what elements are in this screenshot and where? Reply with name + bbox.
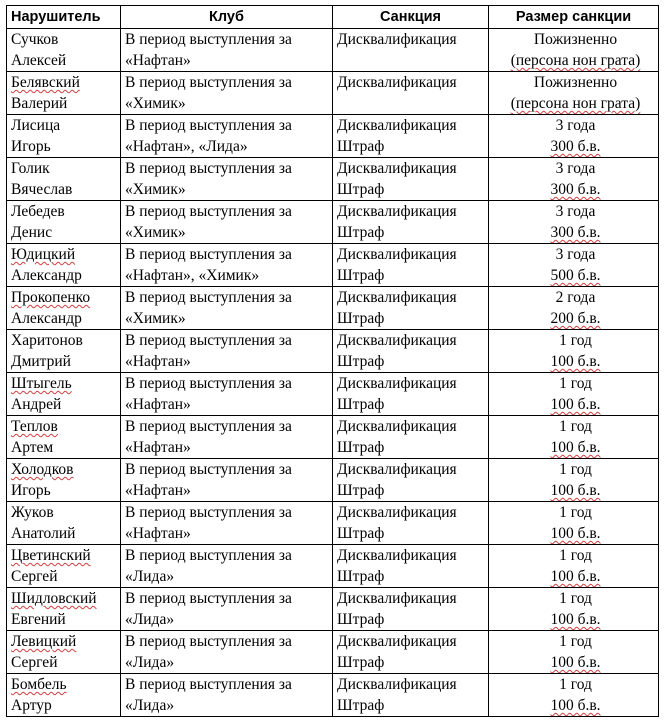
sanction-fine: Штраф — [337, 310, 385, 327]
sanction-fine: Штраф — [337, 697, 385, 714]
sanction-fine: Штраф — [337, 396, 385, 413]
size-amount: 100 б.в. — [550, 482, 601, 499]
violator-firstname: Алексей — [11, 52, 67, 69]
table-row — [7, 502, 659, 545]
sanction-type: Дисквалификация — [337, 160, 457, 177]
sanction-type: Дисквалификация — [337, 289, 457, 306]
club-cell — [121, 201, 333, 244]
size-duration: 3 года — [555, 160, 596, 177]
club-names: «Химик» — [125, 310, 186, 327]
size-amount: 100 б.в. — [550, 697, 601, 714]
sanction-type: Дисквалификация — [337, 375, 457, 392]
club-cell — [121, 373, 333, 416]
violator-cell — [7, 158, 121, 201]
club-names: «Нафтан» — [125, 525, 191, 542]
club-cell — [121, 588, 333, 631]
club-names: «Нафтан», «Химик» — [125, 267, 260, 284]
club-period: В период выступления за — [125, 547, 292, 564]
sanction-type: Дисквалификация — [337, 117, 457, 134]
violator-firstname: Евгений — [11, 611, 66, 628]
club-names: «Химик» — [125, 95, 186, 112]
violator-cell — [7, 201, 121, 244]
sanction-cell — [333, 416, 489, 459]
club-period: В период выступления за — [125, 375, 292, 392]
size-duration: 1 год — [559, 461, 592, 478]
size-amount: 100 б.в. — [550, 654, 601, 671]
club-cell — [121, 545, 333, 588]
violator-cell — [7, 330, 121, 373]
violator-firstname: Александр — [11, 267, 82, 284]
sanction-fine: Штраф — [337, 439, 385, 456]
club-cell — [121, 459, 333, 502]
club-period: В период выступления за — [125, 117, 292, 134]
club-period: В период выступления за — [125, 332, 292, 349]
violator-surname: Шидловский — [11, 590, 97, 607]
club-names: «Нафтан» — [125, 396, 191, 413]
header-size: Размер санкции — [489, 6, 659, 29]
violator-surname: Голик — [11, 160, 50, 177]
violator-surname: Бомбель — [11, 676, 67, 693]
club-period: В период выступления за — [125, 289, 292, 306]
club-cell — [121, 158, 333, 201]
size-duration: 3 года — [555, 117, 596, 134]
header-sanction: Санкция — [333, 6, 489, 29]
size-amount: (персона нон грата) — [510, 95, 641, 112]
club-period: В период выступления за — [125, 203, 292, 220]
violator-surname: Теплов — [11, 418, 58, 435]
sanction-type: Дисквалификация — [337, 547, 457, 564]
sanction-fine: Штраф — [337, 353, 385, 370]
sanction-cell — [333, 373, 489, 416]
violator-cell — [7, 416, 121, 459]
club-names: «Лида» — [125, 568, 175, 585]
sanction-cell — [333, 502, 489, 545]
size-amount: 100 б.в. — [550, 525, 601, 542]
violator-cell — [7, 29, 121, 72]
sanction-fine: Штраф — [337, 224, 385, 241]
sanction-fine: Штраф — [337, 654, 385, 671]
size-cell — [489, 72, 659, 115]
violator-firstname: Артур — [11, 697, 52, 714]
size-amount: 100 б.в. — [550, 568, 601, 585]
sanction-cell — [333, 545, 489, 588]
violator-firstname: Александр — [11, 310, 82, 327]
sanction-cell — [333, 158, 489, 201]
club-period: В период выступления за — [125, 31, 292, 48]
sanction-cell — [333, 674, 489, 717]
table-row — [7, 244, 659, 287]
size-amount: 500 б.в. — [550, 267, 601, 284]
club-period: В период выступления за — [125, 246, 292, 263]
sanction-cell — [333, 244, 489, 287]
violator-surname: Холодков — [11, 461, 74, 478]
table-row — [7, 115, 659, 158]
violator-firstname: Андрей — [11, 396, 62, 413]
table-row — [7, 674, 659, 717]
violator-surname: Левицкий — [11, 633, 77, 650]
size-amount: 100 б.в. — [550, 611, 601, 628]
sanction-type: Дисквалификация — [337, 676, 457, 693]
sanctions-table — [6, 5, 659, 717]
club-period: В период выступления за — [125, 74, 292, 91]
size-duration: Пожизненно — [533, 31, 618, 48]
violator-cell — [7, 115, 121, 158]
sanction-type: Дисквалификация — [337, 461, 457, 478]
sanction-cell — [333, 287, 489, 330]
size-amount: 100 б.в. — [550, 353, 601, 370]
club-period: В период выступления за — [125, 418, 292, 435]
club-names: «Нафтан», «Лида» — [125, 138, 248, 155]
sanction-type: Дисквалификация — [337, 504, 457, 521]
club-names: «Химик» — [125, 224, 186, 241]
size-cell — [489, 330, 659, 373]
sanction-fine: Штраф — [337, 138, 385, 155]
size-duration: 1 год — [559, 633, 592, 650]
club-cell — [121, 674, 333, 717]
violator-surname: Юдицкий — [11, 246, 76, 263]
header-club: Клуб — [121, 6, 333, 29]
club-cell — [121, 502, 333, 545]
table-row — [7, 373, 659, 416]
size-cell — [489, 373, 659, 416]
table-row — [7, 416, 659, 459]
club-cell — [121, 29, 333, 72]
sanction-fine: Штраф — [337, 611, 385, 628]
sanction-cell — [333, 72, 489, 115]
table-row — [7, 545, 659, 588]
club-names: «Химик» — [125, 181, 186, 198]
club-period: В период выступления за — [125, 590, 292, 607]
violator-surname: Харитонов — [11, 332, 83, 349]
club-cell — [121, 287, 333, 330]
table-row — [7, 330, 659, 373]
size-duration: 1 год — [559, 504, 592, 521]
sanction-fine: Штраф — [337, 181, 385, 198]
table-row — [7, 631, 659, 674]
size-amount: (персона нон грата) — [510, 52, 641, 69]
sanction-fine: Штраф — [337, 482, 385, 499]
size-amount: 100 б.в. — [550, 396, 601, 413]
violator-firstname: Дмитрий — [11, 353, 71, 370]
sanction-fine: Штраф — [337, 568, 385, 585]
club-cell — [121, 631, 333, 674]
size-duration: 1 год — [559, 676, 592, 693]
violator-surname: Лебедев — [11, 203, 65, 220]
club-period: В период выступления за — [125, 461, 292, 478]
size-amount: 300 б.в. — [550, 181, 601, 198]
size-duration: 1 год — [559, 547, 592, 564]
size-duration: 1 год — [559, 332, 592, 349]
table-row — [7, 588, 659, 631]
violator-surname: Прокопенко — [11, 289, 91, 306]
violator-surname: Белявский — [11, 74, 80, 91]
size-cell — [489, 674, 659, 717]
violator-firstname: Игорь — [11, 138, 51, 155]
club-names: «Нафтан» — [125, 439, 191, 456]
sanction-cell — [333, 631, 489, 674]
size-duration: Пожизненно — [533, 74, 618, 91]
violator-firstname: Сергей — [11, 654, 58, 671]
size-cell — [489, 158, 659, 201]
size-duration: 1 год — [559, 590, 592, 607]
sanction-fine: Штраф — [337, 267, 385, 284]
violator-cell — [7, 459, 121, 502]
sanction-type: Дисквалификация — [337, 418, 457, 435]
size-amount: 100 б.в. — [550, 439, 601, 456]
violator-cell — [7, 502, 121, 545]
violator-cell — [7, 588, 121, 631]
club-period: В период выступления за — [125, 633, 292, 650]
club-period: В период выступления за — [125, 676, 292, 693]
club-cell — [121, 72, 333, 115]
size-duration: 1 год — [559, 418, 592, 435]
size-cell — [489, 287, 659, 330]
table-row — [7, 72, 659, 115]
club-names: «Лида» — [125, 697, 175, 714]
violator-firstname: Вячеслав — [11, 181, 73, 198]
club-names: «Нафтан» — [125, 353, 191, 370]
club-names: «Нафтан» — [125, 52, 191, 69]
size-duration: 2 года — [555, 289, 596, 306]
violator-firstname: Артем — [11, 439, 54, 456]
club-names: «Лида» — [125, 611, 175, 628]
club-cell — [121, 416, 333, 459]
size-duration: 3 года — [555, 246, 596, 263]
sanction-cell — [333, 201, 489, 244]
club-period: В период выступления за — [125, 160, 292, 177]
table-row — [7, 158, 659, 201]
sanction-type: Дисквалификация — [337, 633, 457, 650]
violator-cell — [7, 631, 121, 674]
size-duration: 3 года — [555, 203, 596, 220]
club-cell — [121, 244, 333, 287]
violator-cell — [7, 674, 121, 717]
violator-surname: Штыгель — [11, 375, 72, 392]
violator-cell — [7, 72, 121, 115]
club-names: «Нафтан» — [125, 482, 191, 499]
violator-cell — [7, 287, 121, 330]
sanction-cell — [333, 330, 489, 373]
sanction-fine: Штраф — [337, 525, 385, 542]
violator-firstname: Игорь — [11, 482, 51, 499]
sanction-type: Дисквалификация — [337, 246, 457, 263]
size-cell — [489, 631, 659, 674]
sanction-type: Дисквалификация — [337, 31, 457, 48]
table-row — [7, 459, 659, 502]
violator-firstname: Сергей — [11, 568, 58, 585]
sanction-cell — [333, 29, 489, 72]
size-cell — [489, 201, 659, 244]
violator-cell — [7, 373, 121, 416]
club-period: В период выступления за — [125, 504, 292, 521]
sanction-type: Дисквалификация — [337, 590, 457, 607]
size-cell — [489, 416, 659, 459]
table-row — [7, 29, 659, 72]
size-cell — [489, 502, 659, 545]
sanction-cell — [333, 588, 489, 631]
violator-firstname: Денис — [11, 224, 53, 241]
table-row — [7, 201, 659, 244]
violator-surname: Сучков — [11, 31, 59, 48]
header-violator: Нарушитель — [7, 6, 121, 29]
sanction-type: Дисквалификация — [337, 203, 457, 220]
violator-cell — [7, 545, 121, 588]
violator-surname: Лисица — [11, 117, 61, 134]
club-cell — [121, 330, 333, 373]
sanction-cell — [333, 115, 489, 158]
violator-surname: Цветинский — [11, 547, 91, 564]
club-names: «Лида» — [125, 654, 175, 671]
size-cell — [489, 115, 659, 158]
size-cell — [489, 244, 659, 287]
size-cell — [489, 459, 659, 502]
violator-surname: Жуков — [11, 504, 54, 521]
table-row — [7, 287, 659, 330]
header-row — [7, 6, 659, 29]
club-cell — [121, 115, 333, 158]
sanction-type: Дисквалификация — [337, 74, 457, 91]
size-amount: 300 б.в. — [550, 224, 601, 241]
sanction-type: Дисквалификация — [337, 332, 457, 349]
violator-firstname: Валерий — [11, 95, 68, 112]
size-amount: 300 б.в. — [550, 138, 601, 155]
violator-firstname: Анатолий — [11, 525, 76, 542]
size-cell — [489, 29, 659, 72]
violator-cell — [7, 244, 121, 287]
size-cell — [489, 588, 659, 631]
sanction-cell — [333, 459, 489, 502]
size-cell — [489, 545, 659, 588]
size-duration: 1 год — [559, 375, 592, 392]
size-amount: 200 б.в. — [550, 310, 601, 327]
